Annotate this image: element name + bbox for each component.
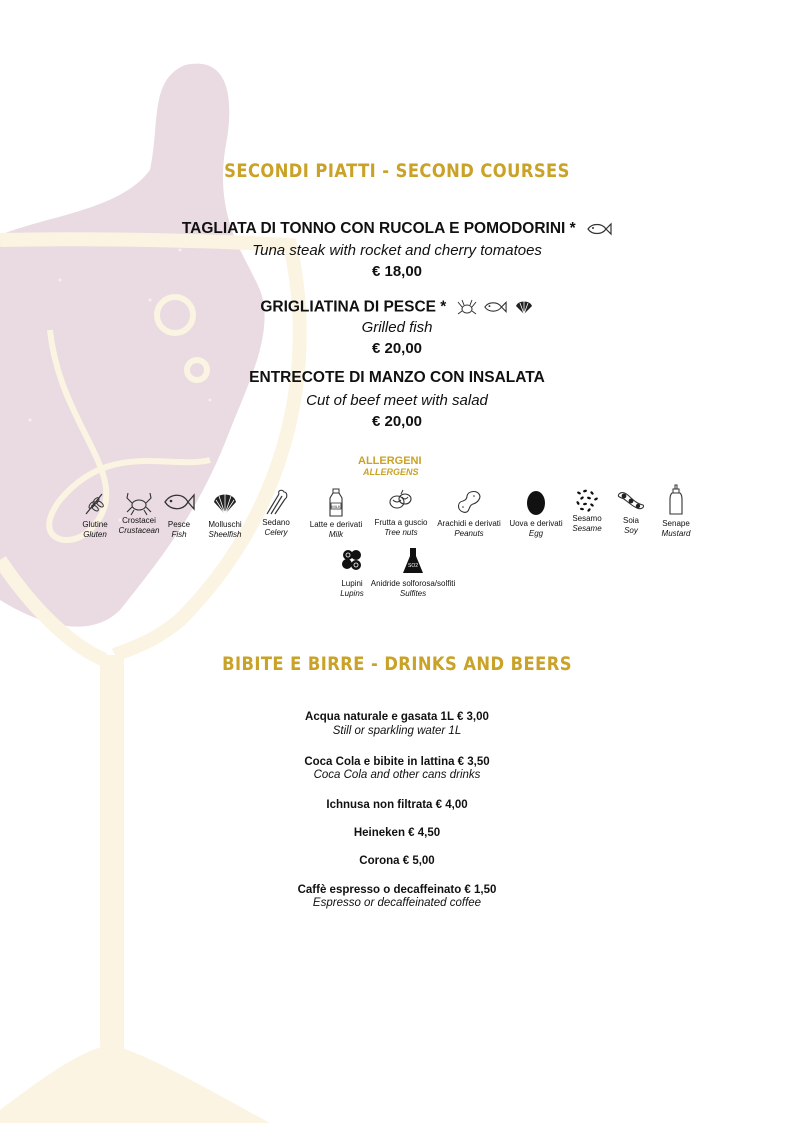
egg-icon (525, 488, 547, 516)
crustacean-icon (457, 298, 477, 316)
mustard-bottle-icon (667, 484, 685, 516)
allergens-title: ALLERGENI (358, 455, 422, 467)
drink-name: Ichnusa non filtrata € 4,00 (326, 799, 468, 811)
fish-icon (586, 221, 612, 237)
allergen-name-en: Gluten (83, 530, 107, 539)
allergen-tree-nuts (362, 488, 440, 538)
allergen-name-it: Sedano (262, 518, 290, 527)
allergen-name-it: Sesamo (572, 514, 602, 523)
drink-item (0, 756, 794, 781)
flask-icon (402, 547, 424, 575)
drink-item (0, 855, 794, 867)
allergen-name-en: Celery (264, 528, 288, 537)
dish-english: Grilled fish (361, 319, 433, 337)
dish-item (0, 298, 794, 357)
allergen-name-it: Crostacei (122, 516, 156, 525)
drink-english: Coca Cola and other cans drinks (313, 769, 481, 781)
allergen-name-it: Senape (662, 519, 690, 528)
dish-name: GRIGLIATINA DI PESCE * (260, 298, 447, 316)
svg-text:MILK: MILK (331, 504, 341, 509)
allergen-name-it: Lupini (341, 579, 363, 588)
allergen-name-en: Soy (624, 526, 638, 535)
allergen-name-en: Sulfites (399, 589, 427, 598)
dish-name: ENTRECOTE DI MANZO CON INSALATA (249, 369, 545, 386)
allergen-name-en: Crustacean (118, 526, 160, 535)
drinks-title: BIBITE E BIRRE - DRINKS AND BEERS (222, 653, 572, 675)
drink-name: Coca Cola e bibite in lattina € 3,50 (304, 756, 490, 768)
allergen-name-it: Molluschi (208, 520, 242, 529)
allergen-sulfites (363, 547, 463, 599)
drink-english: Espresso or decaffeinated coffee (312, 897, 482, 909)
nuts-icon (387, 488, 415, 514)
allergen-name-en: Tree nuts (384, 528, 418, 537)
drink-name: Acqua naturale e gasata 1L € 3,00 (305, 711, 489, 723)
dish-item (0, 220, 794, 280)
drink-item (0, 884, 794, 909)
allergen-name-it: Pesce (167, 520, 191, 529)
drink-name: Corona € 5,00 (359, 855, 435, 867)
allergen-name-en: Egg (528, 529, 544, 538)
dish-english: Tuna steak with rocket and cherry tomatoes (252, 242, 542, 260)
allergen-name-it: Frutta a guscio (374, 518, 428, 527)
allergen-name-en: Peanuts (454, 529, 484, 538)
allergen-name-en: Lupins (340, 589, 364, 598)
dish-price: € 20,00 (371, 413, 423, 430)
allergen-name-it: Soia (622, 516, 639, 525)
allergen-name-it: Anidride solforosa/solfiti (370, 579, 456, 588)
allergen-name-it: Glutine (82, 520, 108, 529)
allergen-name-en: Sheelfish (208, 530, 242, 539)
glass-base (0, 1045, 270, 1123)
fish-icon (483, 299, 507, 315)
peanut-icon (455, 488, 483, 516)
second-courses-title: SECONDI PIATTI - SECOND COURSES (224, 160, 570, 182)
allergens-subtitle: ALLERGENS (363, 467, 419, 477)
drink-item (0, 711, 794, 737)
allergen-name-en: Mustard (661, 529, 691, 538)
allergen-name-it: Uova e derivati (509, 519, 563, 528)
allergen-name-en: Milk (328, 530, 344, 539)
dish-price: € 18,00 (371, 263, 423, 281)
shellfish-icon (514, 298, 534, 316)
allergen-name-it: Arachidi e derivati (437, 519, 501, 528)
dish-name: TAGLIATA DI TONNO CON RUCOLA E POMODORINI * (181, 220, 576, 238)
svg-text:SO2: SO2 (407, 563, 419, 569)
shell-icon (211, 490, 239, 516)
drink-item (0, 827, 794, 839)
allergen-mustard (637, 484, 715, 539)
allergen-name-it: Latte e derivati (309, 520, 363, 529)
milk-bottle-icon (326, 488, 346, 518)
drink-name: Caffè espresso o decaffeinato € 1,50 (297, 884, 497, 896)
allergen-name-en: Sesame (572, 524, 602, 533)
drink-item (0, 799, 794, 811)
drink-name: Heineken € 4,50 (353, 827, 441, 839)
dish-english: Cut of beef meet with salad (306, 392, 488, 409)
celery-icon (263, 488, 289, 516)
dish-price: € 20,00 (371, 340, 423, 358)
dish-item (0, 369, 794, 430)
allergen-name-en: Fish (171, 530, 187, 539)
drink-english: Still or sparkling water 1L (332, 725, 462, 737)
allergens-header (340, 455, 440, 477)
lupin-icon (339, 547, 365, 573)
